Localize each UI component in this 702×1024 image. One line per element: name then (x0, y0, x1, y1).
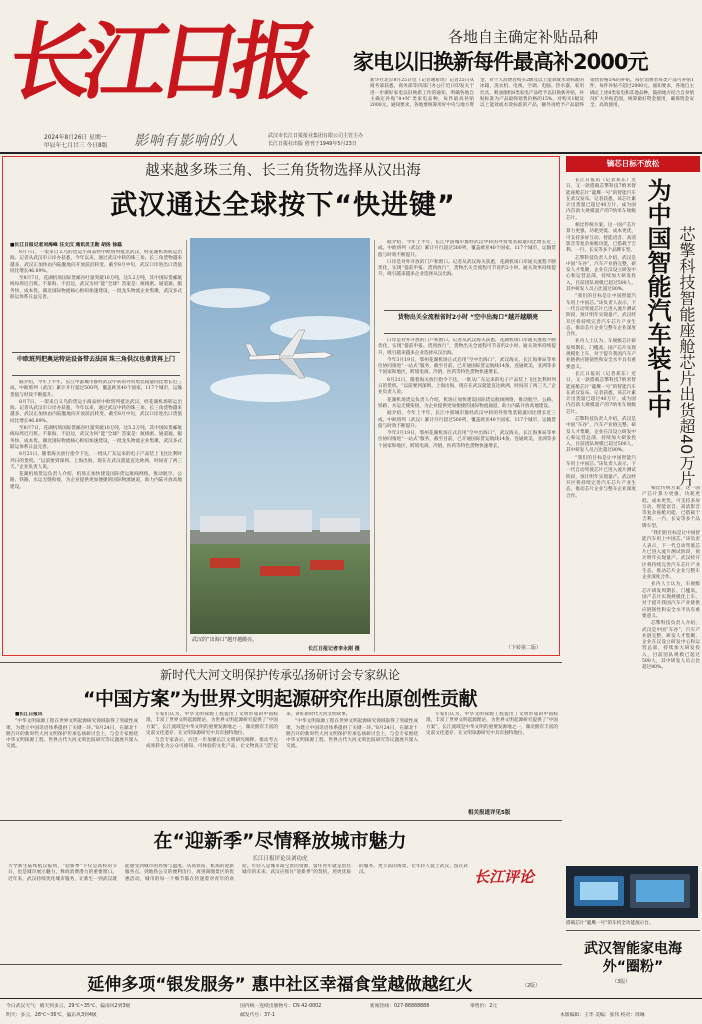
lead-subhead: 中欧班列把奥运特运设备带去法国 珠三角供汉也拿货再上门 (16, 356, 176, 363)
consume-title: 在“迎新季”尽情释放城市魅力 (153, 830, 407, 852)
date-line: 2024年8月26日 星期一 (44, 135, 107, 141)
lunar-line: 甲辰年七月廿三 今日8版 (44, 143, 108, 149)
top-story-body: 新华社北京8月25日电（记者谢希瑶）记者25日从商务部获悉，商务部等四部门办公厅近日印发关于进一步做好家电以旧换新工作的通知，明确各地自主确定补贴“8+N”类家电品种，每件最高补贴2000元。通知要求，各地要统筹用好中央与地方资金，对个人消费者购买2级及以上能效或水效标准的冰箱、洗衣机、电视、空调、电脑、热水器、家用灶具、吸油烟机8类家电产品给予以旧换新补贴，补贴标准为产品最终销售价格的15%，对购买1级及以上能效或水效标准的产品，额外再给予产品最终销售价格5%的补贴。每位消费者每类产品可补贴1件，每件补贴不超过2000元。通知要求，各地自主确定上述8类家电和其他品种，鼓励地方结合自身情况扩大补贴范围，统筹做好资金使用，确保资金安全、高效使用。 (370, 78, 694, 109)
footer-price: 零售价：2元 (470, 1004, 498, 1009)
right-bottom-title: 武汉智能家电海外“圈粉” (584, 941, 682, 975)
civ-kicker: 新时代大河文明保护传承弘扬研讨会专家纵论 (159, 668, 400, 682)
top-story-kicker: 各地自主确定补贴品种 (448, 28, 599, 46)
civ-title: “中国方案”为世界文明起源研究作出原创性贡献 (83, 688, 477, 710)
right-story (566, 156, 700, 856)
top-story-title: 家电以旧换新每件最高补2000元 (353, 50, 648, 74)
right-column-b: 相比传统方案，这一国产芯片算力更强、功耗更低、成本更优，可支持多屏互动、智能语音、高清影音等复杂座舱功能，已搭载于吉利、一汽、长安等多个品牌车型。 “我们的目标是让中国智能汽车用上中国芯。”该负责人表示，下一代自动驾驶芯片已进入流片测试阶段，预计明年实现量产。武汉经开区将持续完善汽车芯片产业生态，推动芯片企业与整车企业深度合作。 业内人士认为，车规级芯片研发周期长、门槛高，国产芯片实现规模化上车，对于提升我国汽车产业链供应链韧性和安全水平具有重要意义。 芯擎科技负责人介绍，武汉是中国“车谷”，汽车产业链完整，研发人才集聚，企业在汉设立研发中心和运营总部，持续加大研发投入，目前团队规模已超过500人，其中研发人员占比超过80%。 (642, 486, 700, 671)
footer-cn: 国内统一连续出版物号：CN 42-0002 (240, 1004, 322, 1009)
lead-continued: （下转第二版） (506, 645, 542, 651)
right-bottom-ref: （3版） (612, 979, 631, 985)
footer-tel: 新闻热线：027-88888888 (370, 1004, 430, 1009)
lead-photo (190, 238, 370, 634)
right-title-main: 为中国智能汽车装上中 (643, 178, 671, 418)
masthead-rule (0, 152, 702, 154)
right-column-a: 长江日报讯（记者郑东）近日，又一款搭载芯擎科技7纳米智能座舱芯片“龍鹰一号”的智能汽车在武汉发布。记者获悉，该芯片累计出货量已超过40万片，成为国内首款大规模量产的7纳米车规级芯片。 相比传统方案，这一国产芯片算力更强、功耗更低、成本更优，可支持多屏互动、智能语音、高清影音等复杂座舱功能，已搭载于吉利、一汽、长安等多个品牌车型。 芯擎科技负责人介绍，武汉是中国“车谷”，汽车产业链完整，研发人才集聚，企业在汉设立研发中心和运营总部，持续加大研发投入，目前团队规模已超过500人，其中研发人员占比超过80%。 “我们的目标是让中国智能汽车用上中国芯。”该负责人表示，下一代自动驾驶芯片已进入流片测试阶段，预计明年实现量产。武汉经开区将持续完善汽车芯片产业生态，推动芯片企业与整车企业深度合作。 业内人士认为，车规级芯片研发周期长、门槛高，国产芯片实现规模化上车，对于提升我国汽车产业链供应链韧性和安全水平具有重要意义。 长江日报讯（记者郑东）近日，又一款搭载芯擎科技7纳米智能座舱芯片“龍鹰一号”的智能汽车在武汉发布。记者获悉，该芯片累计出货量已超过40万片，成为国内首款大规模量产的7纳米车规级芯片。 芯擎科技负责人介绍，武汉是中国“车谷”，汽车产业链完整，研发人才集聚，企业在汉设立研发中心和运营总部，持续加大研发投入，目前团队规模已超过500人，其中研发人员占比超过80%。 “我们的目标是让中国智能汽车用上中国芯。”该负责人表示，下一代自动驾驶芯片已进入流片测试阶段，预计明年实现量产。武汉经开区将持续完善汽车芯片产业生态，推动芯片企业与整车企业深度合作。 (566, 178, 636, 499)
lead-byline: ■长江日报记者刘海峰 汪文汉 通讯员王勋 胡扬 徐磊 (10, 243, 122, 248)
lead-column-3: 据介绍，今年上半年，长江中游城市群经武汉中转的外贸集装箱量同比增长近三成。中欧班列（武汉）累计开行超过500列，覆盖欧亚40个国家、117个城市，运输货值与时效不断提升。 口岸是对外开放的门户和窗口。记者从武汉海关获悉，花湖机场口岸通关流程不断优化，实现“提前申报、货到放行”，货物出关全流程可节省约2小时，通关效率持续提升，吸引越来越多企业选择从汉出海。 (378, 240, 556, 278)
lead-para-1: 8月7日，一架来自义乌的货运小商品经中欧班列抵达武汉，经花湖机场转运出海。记者从武汉市口岸办获悉，今年以来，通过武汉中转的珠三角、长三角货物越来越多，武汉正加快由内陆腹地向开放前沿转变。截至8月中旬，武汉口岸进出口货值同比增长46.89%。 (10, 250, 182, 274)
lead-column-1 (10, 250, 182, 350)
footer-editor: 本版编辑：王华 美编：张伟 校对：周琳 (560, 1013, 645, 1018)
right-kicker: 镝芯日标不放松 (606, 159, 660, 168)
right-title-side: 芯擎科技智能座舱芯片出货超40万片 (677, 226, 696, 487)
civ-continued: 相关报道详见5版 (468, 810, 511, 816)
right-bottom-rule (566, 930, 700, 931)
lead-subhead-box (12, 352, 180, 376)
consume-byline: 长江日报评论员刘功虎 (252, 856, 308, 862)
airport-photo (190, 238, 370, 634)
civ-byline: ■长江日报讯 (15, 712, 43, 717)
footer-weather-2: 明天：多云，28℃~36℃，偏东风3到4级 (6, 1013, 97, 1018)
lead-column-3b: 口岸是对外开放的门户和窗口。记者从武汉海关获悉，花湖机场口岸通关流程不断优化，实现“提前申报、货到放行”，货物出关全流程可节省约2小时，通关效率持续提升，吸引越来越多企业选择从汉出海。 今年3月19日，鄂州花湖机场正式启用“空中出海口”，武汉海关、长江海事局等单位协同推进“一站式”服务，截至目前，已开通国际货运航线14条，连通欧美、亚洲等多个国家和地区，跨境电商、冷链、医药等特色货物快速增长。 8月21日，随着海关放行指令下达，一批从广东运来的电子产品装上飞往比利时列日的货机。“以前要到深圳、上海出海，现在在武汉就能直达欧洲，时间省了两三天。”企业负责人说。 花湖机场货运负责人介绍，机场正加快建设国际货运航线网络，推动航空、公路、铁路、水运无缝衔接，为企业提供更加便捷的国际物流通道，助力内陆开放高地建设。 据介绍，今年上半年，长江中游城市群经武汉中转的外贸集装箱量同比增长近三成。中欧班列（武汉）累计开行超过500列，覆盖欧亚40个国家、117个城市，运输货值与时效不断提升。 今年3月19日，鄂州花湖机场正式启用“空中出海口”，武汉海关、长江海事局等单位协同推进“一站式”服务，截至目前，已开通国际货运航线14条，连通欧美、亚洲等多个国家和地区，跨境电商、冷链、医药等特色货物快速增长。 (378, 338, 556, 449)
footer-rule (0, 998, 702, 999)
bottom-top-rule (0, 964, 562, 965)
publisher-line: 武汉市长江日报报业集团有限公司主管主办 (268, 133, 364, 139)
lead-column-1b: 据介绍，今年上半年，长江中游城市群经武汉中转的外贸集装箱量同比增长近三成。中欧班列（武汉）累计开行超过500列，覆盖欧亚40个国家、117个城市，运输货值与时效不断提升。 8月7日，一架来自义乌的货运小商品经中欧班列抵达武汉，经花湖机场转运出海。记者从武汉市口岸办获悉，今年以来，通过武汉中转的珠三角、长三角货物越来越多，武汉正加快由内陆腹地向开放前沿转变。截至8月中旬，武汉口岸进出口货值同比增长46.89%。 至8月7日，花湖机场国际货邮吞吐量突破10万吨，达5.2万吨，其中国际货邮航线每周近百班。不靠海、不沿边，武汉为何“能”全球？答案是：航线密、通道通、服务快、成本优。湖北国际物流核心枢纽加速建设，一批龙头物流企业集聚，武汉多式联运体系日益完善。 8月21日，随着海关放行指令下达，一批从广东运来的电子产品装上飞往比利时列日的货机。“以前要到深圳、上海出海，现在在武汉就能直达欧洲，时间省了两三天。”企业负责人说。 花湖机场货运负责人介绍，机场正加快建设国际货运航线网络，推动航空、公路、铁路、水运无缝衔接，为企业提供更加便捷的国际物流通道，助力内陆开放高地建设。 (10, 380, 182, 490)
lead-photo-credit: 长江日报记者李永刚 摄 (308, 646, 360, 652)
lead-para-2: 至8月7日，花湖机场国际货邮吞吐量突破10万吨，达5.2万吨，其中国际货邮航线每周近百班。不靠海、不沿边，武汉为何“能”全球？答案是：航线密、通道通、服务快、成本优。湖北国际物流核心枢纽加速建设，一批龙头物流企业集聚，武汉多式联运体系日益完善。 (10, 276, 182, 301)
civ-body: ■长江日报讯 “中华文明探源工程在世界文明起源研究领域取得了突破性成果，为建立中国话语体系提供了关键一环。”8月24日，在湖北十堰召开的新时代大河文明保护传承弘扬研讨会上，与会专家围绕中华文明探源工程、世界古代大河文明比较研究等议题展开深入交流。 专家们认为，中华文明探源工程提出了文明形成的中国标准，丰富了世界文明起源理论，为世界文明起源研究提供了“中国方案”。长江流域是中华文明的重要发源地之一，湖北拥有丰富的史前文化遗存，在文明探源研究中具有独特地位。 与会专家表示，应进一步加强长江文明研究阐释，推动考古成果转化为公众可感知、可体验的文化产品，让文物真正“活”起来，讲好新时代大河文明故事。 “中华文明探源工程在世界文明起源研究领域取得了突破性成果，为建立中国话语体系提供了关键一环。”8月24日，在湖北十堰召开的新时代大河文明保护传承弘扬研讨会上，与会专家围绕中华文明探源工程、世界古代大河文明比较研究等议题展开深入交流。 专家们认为，中华文明探源工程提出了文明形成的中国标准，丰富了世界文明起源理论，为世界文明起源研究提供了“中国方案”。长江流域是中华文明的重要发源地之一，湖北拥有丰富的史前文化遗存，在文明探源研究中具有独特地位。 (6, 712, 558, 750)
lead-box-title-wrap (384, 310, 552, 334)
consume-seal: 长江评论 (474, 868, 535, 886)
bottom-ref: （2版） (522, 983, 541, 989)
right-kicker-bar (566, 156, 700, 172)
lead-divider-1 (186, 240, 187, 652)
lead-kicker: 越来越多珠三角、长三角货物选择从汉出海 (145, 163, 421, 179)
chip-demo-photo (566, 866, 698, 918)
bottom-title: 延伸多项“银发服务” 惠中社区幸福食堂越做越红火 (87, 975, 473, 995)
slogan: 影响有影响的人 (134, 133, 239, 149)
masthead (0, 0, 702, 152)
lead-box-title: 货物出关全流程省时2小时 “空中出海口”越开越顺亮 (397, 314, 539, 321)
chip-photo-caption: 搭载芯片“龍鹰一号”的车机全功能演示台。 (566, 921, 654, 926)
logo: 长江日报 (1, 12, 315, 111)
consume-body: 大学新生陆续抵汉报到，“迎新季”不仅是高校的节日，也是城市展示魅力、释放消费潜力的重要窗口。近年来，武汉持续优化城市服务，让新生一到武汉就能感受到城市的热情与温度。从高铁站、机场的迎新服务点，到地铁公交的便利出行，再到商圈景区的优惠活动，城市的每一个细节都在传递着对青年的欢迎。年轻人是城市最宝贵的资源，留住青年就是留住城市的未来。武汉应抓住“迎新季”的契机，用更优质的服务、更丰富的场景，让年轻人爱上武汉、留在武汉。 (8, 864, 468, 882)
civ-top-rule (0, 662, 562, 663)
footer-post: 邮发代号：37-1 (240, 1013, 275, 1018)
footer-weather: 今日武汉天气：晴天到多云，29℃~35℃，偏南风2到3级 (6, 1004, 131, 1009)
founded-line: 长江日报社出版 创刊于1949年5月23日 (268, 141, 357, 147)
chip-photo (566, 866, 698, 918)
lead-photo-caption: 武汉的“出海口”越开越敞亮。 (192, 637, 258, 643)
lead-title: 武汉通达全球按下“快进键” (110, 190, 456, 221)
lead-divider-2 (374, 240, 375, 652)
consume-top-rule (0, 820, 562, 821)
